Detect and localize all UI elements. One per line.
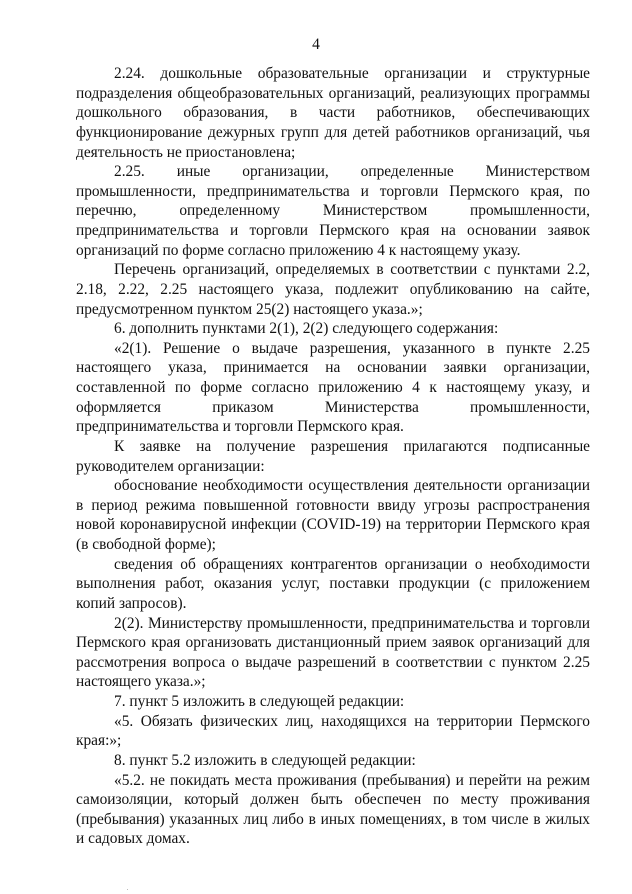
page-number: 4 (312, 36, 320, 53)
paragraph-2-1: «2(1). Решение о выдаче разрешения, указанного в пункте 2.25 настоящего указа, принимается на основании заявки организации, составленной по форме согласно приложению 4 к настоящему указу, и оформляется приказом Министерства промышленности, предпринимательства и торговли Пермского края. (76, 339, 590, 436)
paragraph-item-7: 7. пункт 5 изложить в следующей редакции: (114, 693, 405, 710)
document-body (76, 64, 590, 849)
paragraph-contractor-requests: сведения об обращениях контрагентов организации о необходимости выполнения работ, оказания услуг, поставки продукции (с приложением копий запросов). (76, 555, 590, 612)
paragraph-organization-list: Перечень организаций, определяемых в соответствии с пунктами 2.2, 2.18, 2.22, 2.25 настоящего указа, подлежит опубликованию на сайте, предусмотренном пунктом 25(2) настоящего указа.»; (76, 261, 590, 318)
paragraph-justification: обоснование необходимости осуществления деятельности организации в период режима повышенной готовности ввиду угрозы распространения новой коронавирусной инфекции (COVID-19) на территории Пермского края (в свободной форме); (76, 477, 590, 553)
paragraph-2-25: 2.25. иные организации, определенные Министерством промышленности, предпринимательства и торговли Пермского края, по перечню, определенному Министерством промышленности, предпринимательства и торговли Пермского края на основании заявок организаций по форме согласно приложению 4 к настоящему указу. (76, 163, 590, 259)
paragraph-2-24: 2.24. дошкольные образовательные организации и структурные подразделения общеобразовательных организаций, реализующих программы дошкольного образования, в части работников, обеспечивающих функционирование дежурных групп для детей работников организаций, чья деятельность не приостановлена; (76, 65, 590, 161)
paragraph-5: «5. Обязать физических лиц, находящихся на территории Пермского края:»; (76, 712, 590, 750)
paragraph-5-2: «5.2. не покидать места проживания (пребывания) и перейти на режим самоизоляции, который должен быть обеспечен по месту проживания (пребывания) указанных лиц либо в иных помещениях, в том числе в жилых и садовых домах. (76, 771, 590, 848)
scan-artifact (127, 889, 128, 890)
paragraph-2-2: 2(2). Министерству промышленности, предпринимательства и торговли Пермского края организовать дистанционный прием заявок организаций для рассмотрения вопроса о выдаче разрешений в соответствии с пунктом 2.25 настоящего указа.»; (76, 614, 590, 691)
paragraph-item-6: 6. дополнить пунктами 2(1), 2(2) следующего содержания: (114, 320, 499, 338)
paragraph-application-attachments: К заявке на получение разрешения прилагаются подписанные руководителем организации: (76, 437, 590, 475)
paragraph-item-8: 8. пункт 5.2 изложить в следующей редакции: (114, 751, 416, 769)
